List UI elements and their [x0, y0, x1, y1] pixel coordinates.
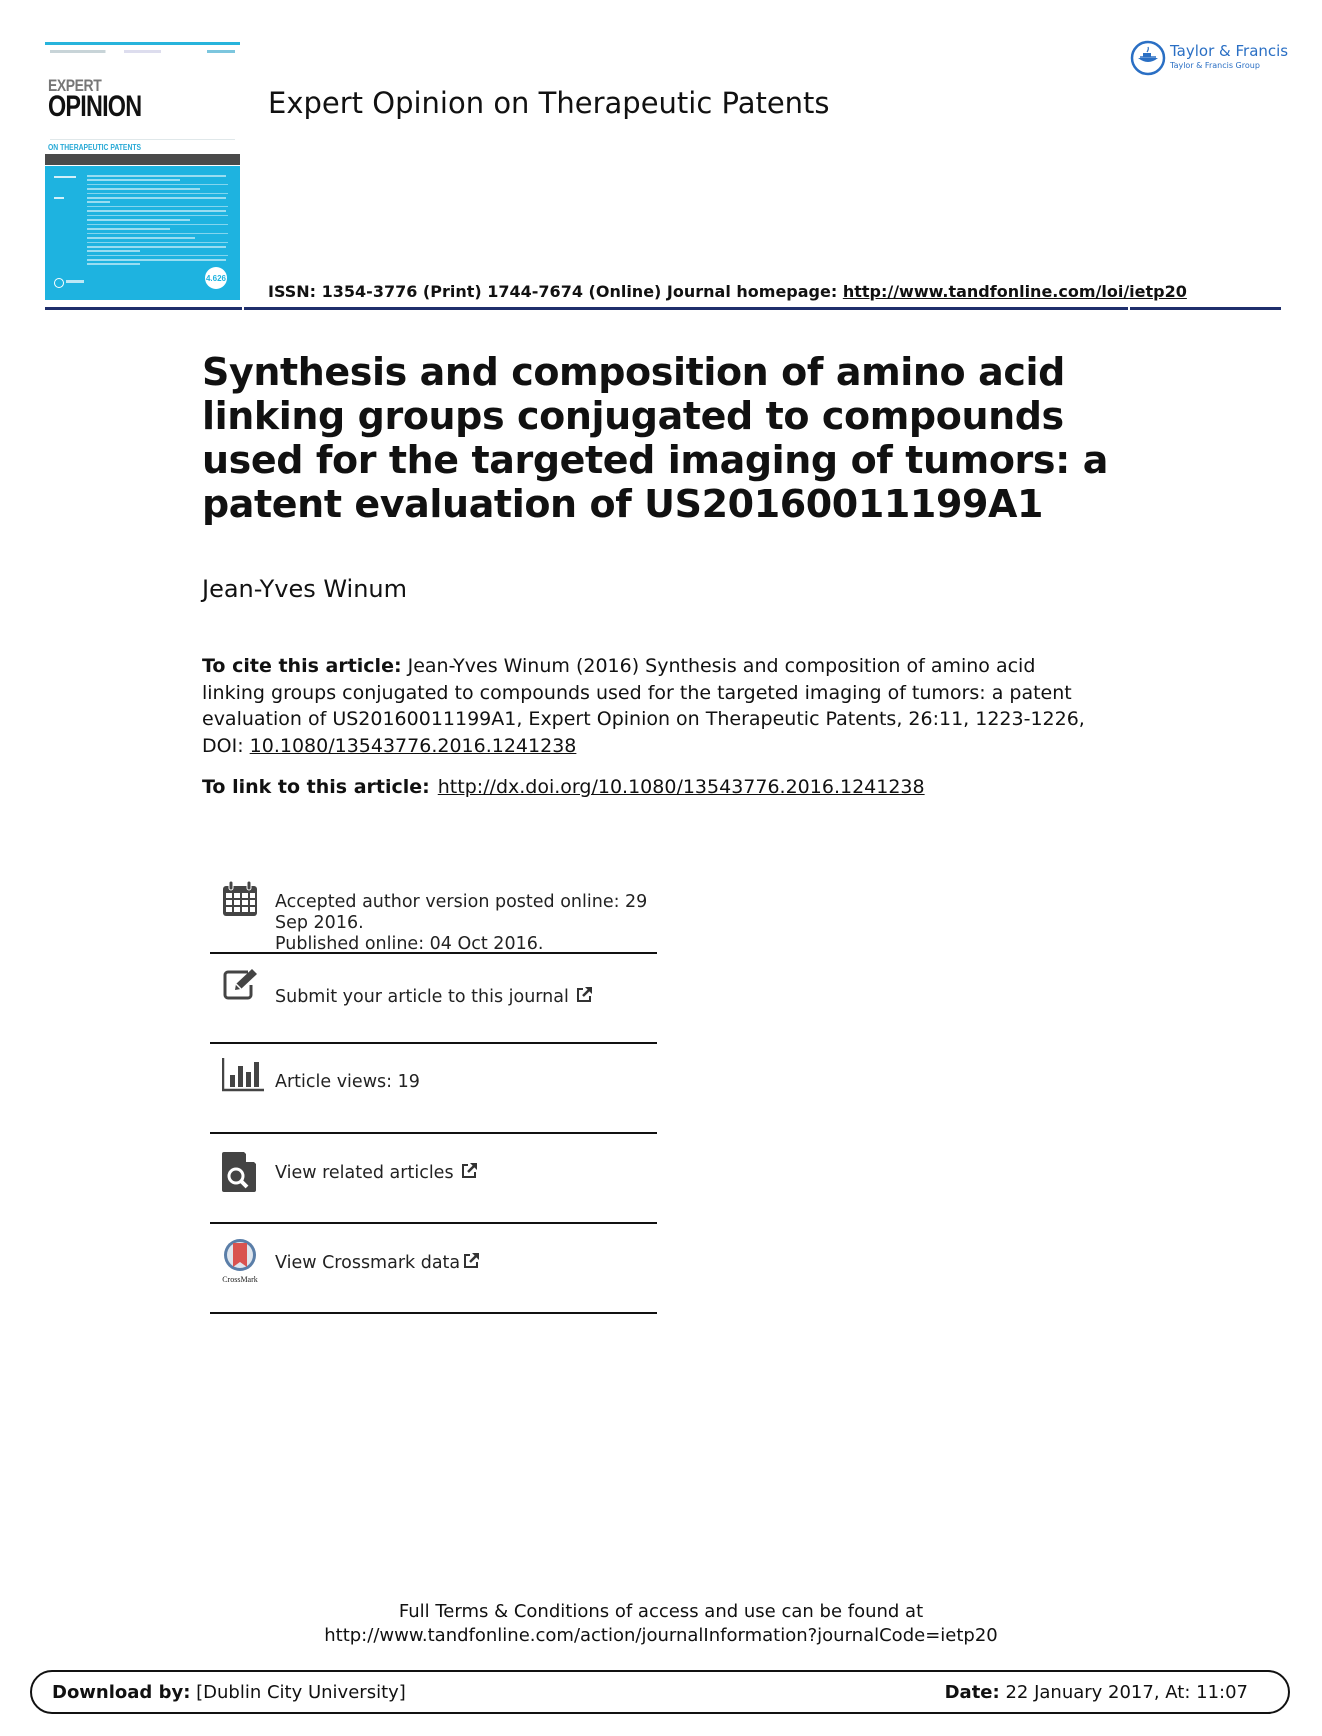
journal-cover-thumbnail: [45, 42, 240, 300]
publisher-name: Taylor & Francis: [1170, 42, 1289, 60]
date-value: 22 January 2017, At: 11:07: [999, 1682, 1248, 1703]
issn-line: [268, 282, 1187, 301]
citation-block: [202, 653, 1102, 759]
crossmark-icon: [220, 1238, 262, 1284]
download-by: [52, 1682, 406, 1703]
impact-factor-badge: 4.626: [205, 267, 227, 289]
related-articles-link[interactable]: [275, 1162, 478, 1184]
download-value: [Dublin City University]: [190, 1682, 406, 1703]
article-link-line: [202, 776, 925, 798]
edit-icon: [222, 968, 260, 1000]
article-views: Article views: 19: [275, 1072, 420, 1092]
article-title: Synthesis and composition of amino acid linking groups conjugated to compounds used for the targeted imaging of tumors: a patent evaluation of US20160011199A1: [202, 350, 1108, 526]
publisher-group: Taylor & Francis Group: [1170, 61, 1260, 70]
cover-brand-main: OPINION: [48, 90, 142, 123]
cover-top-line: [45, 42, 240, 45]
date-label: Date:: [944, 1682, 1000, 1703]
submit-label: Submit your article to this journal: [275, 987, 569, 1007]
link-label: To link to this article:: [202, 776, 430, 798]
published-date: Published online: 04 Oct 2016.: [275, 934, 544, 954]
cover-separator: [50, 139, 235, 140]
article-author: Jean-Yves Winum: [202, 575, 408, 603]
svg-text:CrossMark: CrossMark: [222, 1275, 258, 1284]
terms-url[interactable]: http://www.tandfonline.com/action/journalInformation?journalCode=ietp20: [324, 1624, 998, 1646]
related-label: View related articles: [275, 1163, 454, 1183]
cite-doi-link[interactable]: 10.1080/13543776.2016.1241238: [249, 734, 577, 757]
calendar-icon: [222, 881, 258, 917]
download-label: Download by:: [52, 1682, 191, 1703]
cite-label: To cite this article:: [202, 655, 402, 677]
download-date: [945, 1682, 1248, 1703]
list-item-crossmark[interactable]: [210, 1224, 657, 1314]
external-link-icon: [460, 1162, 478, 1180]
journal-homepage-link[interactable]: http://www.tandfonline.com/loi/ietp20: [842, 282, 1187, 301]
issn-text: ISSN: 1354-3776 (Print) 1744-7674 (Online) Journal homepage:: [268, 282, 843, 301]
cite-text: Jean-Yves Winum (2016) Synthesis and composition of amino acid linking groups conjugated to compounds used for the targeted imaging of tumors: a patent evaluation of US20160011199A1, Expert Opinion on Therapeutic Patents, 26:11, 1223-1226, DOI:: [202, 655, 1085, 757]
cover-dark-bar: [45, 154, 240, 165]
list-item-submit[interactable]: [210, 954, 657, 1044]
terms-line-1: Full Terms & Conditions of access and use can be found at: [398, 1601, 924, 1622]
header-rule-gap: [242, 307, 244, 310]
article-doi-link[interactable]: http://dx.doi.org/10.1080/13543776.2016.1241238: [437, 776, 925, 798]
submit-article-link[interactable]: [275, 986, 593, 1008]
publisher-logo[interactable]: [1130, 40, 1290, 76]
taylor-francis-lamp-icon: [1130, 40, 1166, 76]
list-item-dates: [210, 880, 657, 954]
header-rule: [45, 307, 1281, 310]
list-item-views: [210, 1044, 657, 1134]
external-link-icon: [462, 1252, 480, 1270]
header-rule-gap: [1128, 307, 1130, 310]
bar-chart-icon: [222, 1058, 264, 1092]
cover-brand-top: EXPERT: [48, 76, 102, 95]
journal-title: Expert Opinion on Therapeutic Patents: [268, 86, 830, 120]
cover-contents-box: [45, 166, 240, 300]
cover-publisher-mark: [54, 278, 64, 288]
cover-brand-sub: ON THERAPEUTIC PATENTS: [48, 143, 142, 152]
terms-notice: [0, 1600, 1322, 1647]
crossmark-link[interactable]: [275, 1252, 480, 1274]
accepted-date: Accepted author version posted online: 29 Sep 2016.: [275, 892, 648, 933]
document-search-icon: [222, 1152, 256, 1192]
cover-issue-line: [50, 50, 235, 53]
list-item-related[interactable]: [210, 1134, 657, 1224]
external-link-icon: [575, 986, 593, 1004]
crossmark-label: View Crossmark data: [275, 1253, 461, 1273]
download-info-bar: [30, 1670, 1290, 1714]
article-info-list: [210, 880, 657, 1314]
